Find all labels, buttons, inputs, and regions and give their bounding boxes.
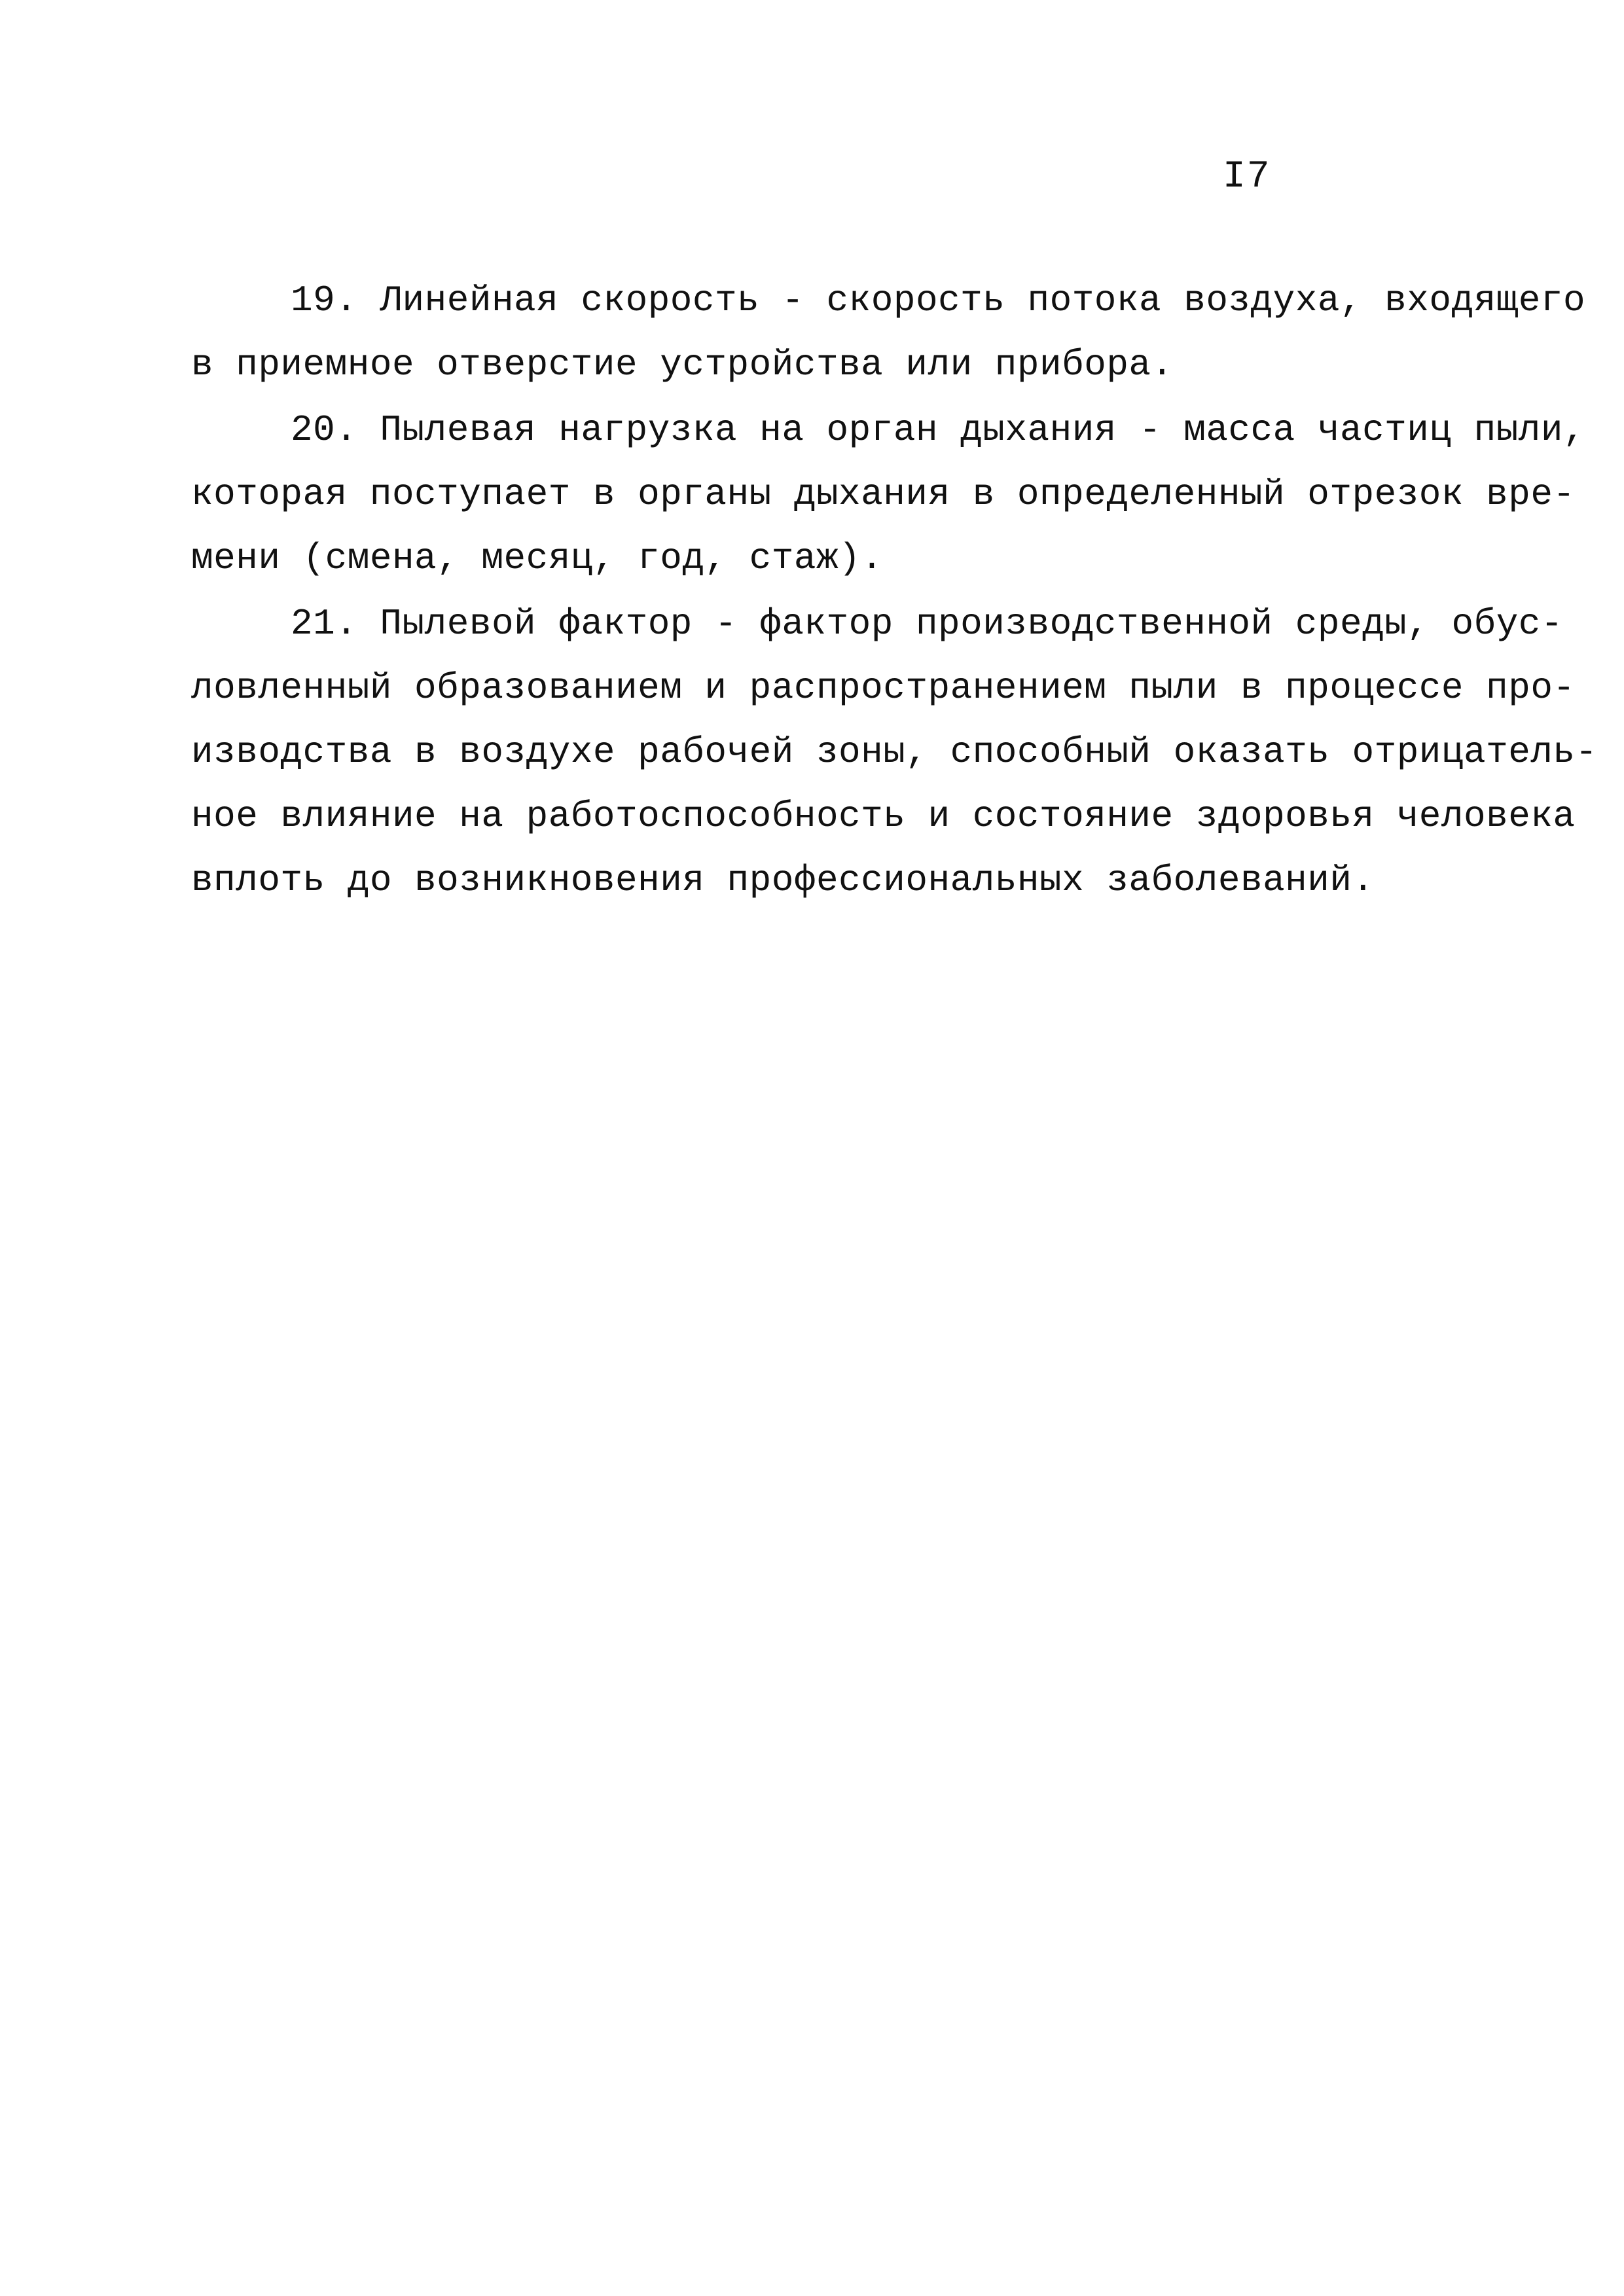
paragraph-line: ное влияние на работоспособность и состояние здоровья человека	[191, 795, 1576, 837]
paragraph-line: мени (смена, месяц, год, стаж).	[191, 537, 884, 579]
paragraph-21-dust-factor	[191, 592, 1598, 912]
document-body	[191, 268, 1598, 912]
paragraph-line: в приемное отверстие устройства или прибора.	[191, 344, 1174, 386]
paragraph-19-linear-velocity	[191, 268, 1586, 397]
paragraph-line: вплоть до возникновения профессиональных заболеваний.	[191, 859, 1375, 901]
paragraph-line: 20. Пылевая нагрузка на орган дыхания - масса частиц пыли,	[291, 409, 1586, 451]
paragraph-20-dust-load	[191, 398, 1586, 590]
paragraph-line: 19. Линейная скорость - скорость потока воздуха, входящего	[291, 279, 1586, 321]
paragraph-line: изводства в воздухе рабочей зоны, способный оказать отрицатель-	[191, 731, 1598, 773]
paragraph-line: ловленный образованием и распространением пыли в процессе про-	[191, 667, 1576, 709]
paragraph-line: 21. Пылевой фактор - фактор производственной среды, обус-	[291, 603, 1564, 645]
paragraph-line: которая поступает в органы дыхания в определенный отрезок вре-	[191, 473, 1576, 515]
page-number: I7	[1223, 156, 1271, 198]
